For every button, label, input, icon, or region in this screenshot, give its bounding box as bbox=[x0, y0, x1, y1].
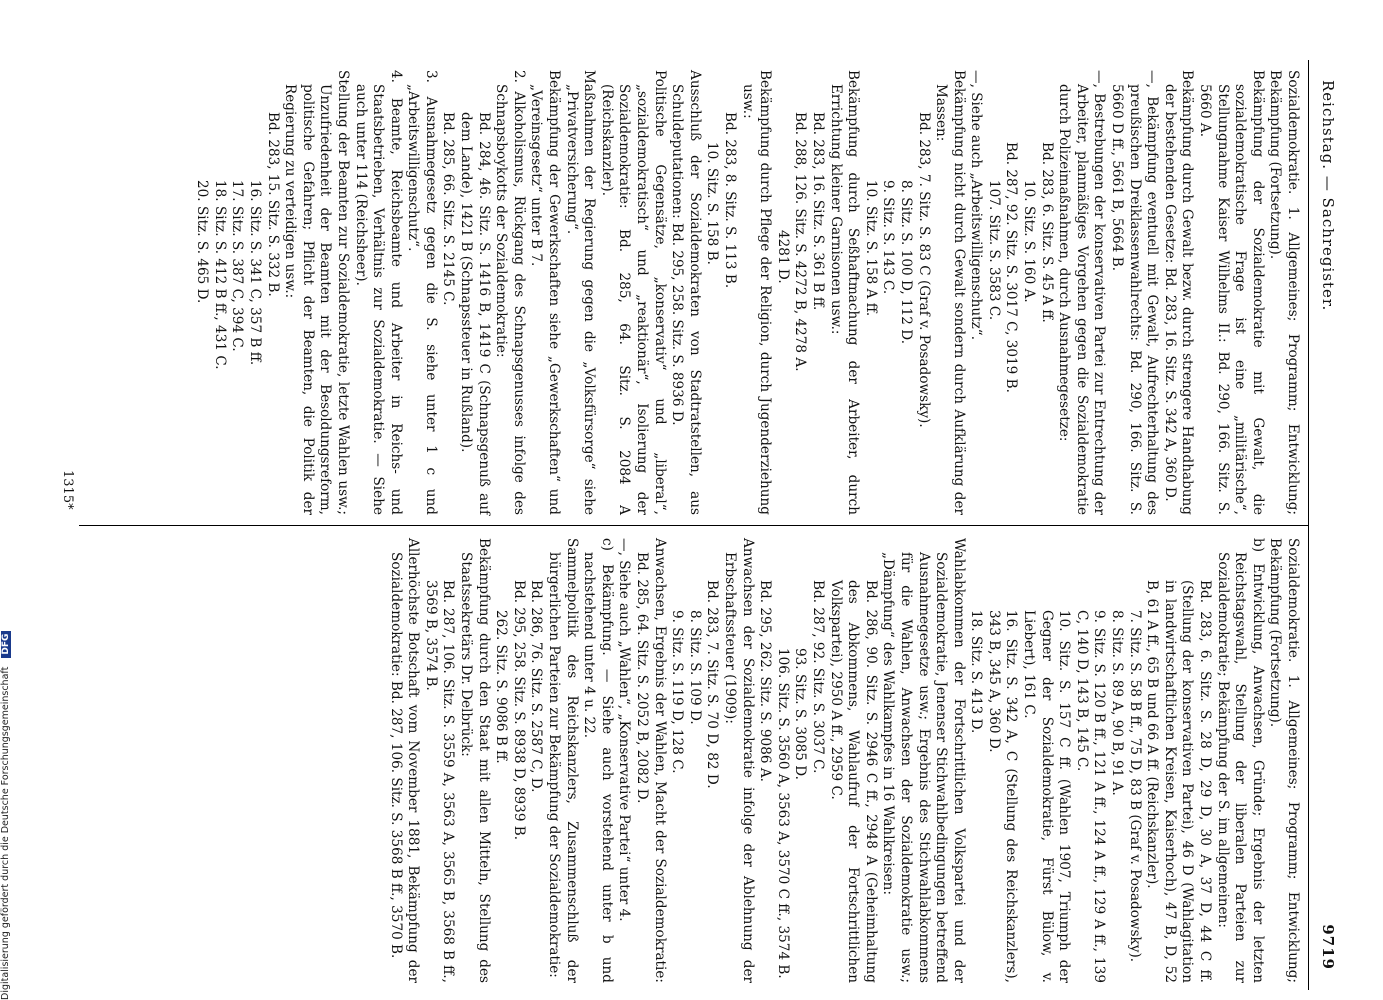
entry-ref: 106. Sitz. S. 3560 A, 3563 A, 3570 C ff., 3574 B. bbox=[774, 648, 791, 979]
entry-section: 4. Beamte, Reichsbeamte und Arbeiter in Reichs- und Staatsbetrieben, Verhältnis zur Sozialdemokratie. — Siehe auch unter 114 (Reichsheer). bbox=[352, 70, 404, 515]
entry-ref: Bd. 286, 90. Sitz. S. 2946 C ff., 2948 A (Geheimhaltung des Abkommens, Wahlaufruf der Fortschrittlichen Volkspartei), 2950 A ff., 2959 C. bbox=[827, 580, 879, 983]
document-page bbox=[47, 60, 1337, 990]
entry-ref: Bd. 287, 92. Sitz. S. 3037 C. bbox=[809, 580, 826, 774]
entry: Allerhöchste Botschaft vom November 1881, Bekämpfung der Sozialdemokratie: Bd. 287, 106. Sitz. S. 3568 B ff., 3570 B. bbox=[387, 538, 422, 983]
entry-ref: 107. Sitz. S. 3583 C. bbox=[985, 180, 1002, 321]
digitization-text: Digitalisierung gefördert durch die Deutsche Forschungsgemeinschaft bbox=[0, 666, 11, 1000]
entry: Anwachsen, Ergebnis der Wahlen, Macht der Sozialdemokratie: Bd. 285, 64. Sitz. S. 2052 B, 2082 D. bbox=[634, 538, 668, 983]
entry-section: 3. Ausnahmegesetz gegen die S. siehe unter 1 c und „Arbeitswilligenschutz“. bbox=[405, 70, 439, 515]
entry-ref: 9. Sitz. S. 120 B ff., 121 A ff., 124 A ff., 129 A ff., 139 C, 140 D, 143 B, 145 C. bbox=[1073, 610, 1108, 983]
column-left bbox=[193, 70, 1301, 515]
entry-ref: Bd. 283, 16. Sitz. S. 361 B ff. bbox=[809, 112, 826, 311]
entry: Bekämpfung der Gewerkschaften siehe „Gewerkschaften“ und „Vereinsgesetz“ unter B 7. bbox=[528, 70, 563, 515]
entry-ref: Bd. 285, 66. Sitz. S. 2145 C. bbox=[440, 112, 457, 306]
entry: Bekämpfung durch den Staat mit allen Mitteln, Stellung des Staatssekretärs Dr. Delbrück: bbox=[458, 538, 492, 983]
entry: Bekämpfung durch Pflege der Religion, durch Jugenderziehung usw.: bbox=[739, 70, 774, 515]
entry-ref: 18. Sitz. S. 413 D. bbox=[968, 610, 985, 734]
entry-ref: 7. Sitz. S. 58 B ff., 75 D, 83 B (Graf v. Posadowsky). bbox=[1126, 610, 1143, 963]
entry: Stellung der Beamten zur Sozialdemokratie, letzte Wahlen usw.; Unzufriedenheit der Beamten mit der Besoldungsreform, politische Gefahren; Pflicht der Beamten, die Politik der Regierung zu verteidigen usw.: bbox=[282, 70, 351, 515]
entry-ref: 10. Sitz. S. 158 A ff. bbox=[862, 180, 879, 317]
entry-ref: 10. Sitz. S. 157 C ff. (Wahlen 1907, Triumph der Gegner der Sozialdemokratie, Fürst Bülow, v. Liebert), 161 C. bbox=[1021, 610, 1073, 983]
entry: Ausschluß der Sozialdemokraten von Stadtratstellen, aus Schuldeputationen: Bd. 295, 258. Sitz. S. 8936 D. bbox=[669, 70, 703, 515]
entry-ref: Bd. 283, 15. Sitz. S. 332 B. bbox=[264, 112, 281, 297]
entry-ref: 262. Sitz. S. 9086 B ff. bbox=[493, 610, 510, 764]
entry-ref: 9. Sitz. S. 119 D, 128 C. bbox=[669, 610, 686, 774]
entry: Sammelpolitik des Reichskanzlers, Zusammenschluß der bürgerlichen Parteien zur Bekämpfung der Sozialdemokratie: bbox=[546, 538, 580, 983]
entry-ref: Bd. 295, 258. Sitz. S. 8938 D, 8939 B. bbox=[510, 580, 527, 841]
entry: Wahlabkommen der Fortschrittlichen Volkspartei und der Sozialdemokratie, Jenenser Stichwahlbedingungen betreffend Ausnahmegesetze usw.; Ergebnis des Stichwahlabkommens für die Wahlen, Anwachsen der Sozialdemokratie usw.; „Dämpfung“ des Wahlkampfes in 16 Wahlkreisen: bbox=[880, 538, 967, 983]
entry-ref: 8. Sitz. S. 89 A, 90 B, 91 A. bbox=[1109, 610, 1126, 796]
entry-heading: Sozialdemokratie. 1. Allgemeines; Programm; Entwicklung; Bekämpfung (Fortsetzung). bbox=[1267, 538, 1301, 983]
entry-ref: Bd. 283, 7. Sitz. S. 70 D, 82 D. bbox=[704, 580, 721, 789]
entry-ref: 9. Sitz. S. 143 C. bbox=[880, 180, 897, 295]
entry-ref: 8. Sitz. S. 109 D. bbox=[686, 610, 703, 725]
entry-ref: Bd. 286, 76. Sitz. S. 2587 C, D. bbox=[528, 580, 545, 793]
entry-ref: 17. Sitz. S. 387 C, 394 C. bbox=[229, 180, 246, 352]
entry: Bekämpfung durch Gewalt bezw. durch strengere Handhabung der bestehenden Gesetze: Bd. 283, 16. Sitz. S. 342 A, 360 D. bbox=[1161, 70, 1196, 515]
entry-ref: Bd. 287, 106. Sitz. S. 3559 A, 3563 A, 3565 B, 3568 B ff., 3569 B, 3574 B. bbox=[422, 580, 457, 983]
entry-ref: 93. Sitz. S. 3085 D. bbox=[792, 648, 809, 780]
entry-ref: 16. Sitz. S. 342 A, C (Stellung des Reichskanzlers), 343 B, 345 A, 360 D. bbox=[985, 610, 1020, 983]
column-right bbox=[386, 538, 1301, 983]
entry-ref: Bd. 295, 262. Sitz. S. 9086 A. bbox=[757, 580, 774, 782]
page-header-title: Reichstag. — Sachregister. bbox=[1319, 80, 1337, 312]
dfg-logo: DFG bbox=[1, 631, 11, 658]
entry-ref: Bd. 283, 6. Sitz. S. 45 A ff. bbox=[1038, 142, 1055, 323]
entry: Bekämpfung der Sozialdemokratie mit Gewalt, die sozialdemokratische Frage ist eine „militärische“, Stellungnahme Kaiser Wilhelms II.: Bd. 290, 166. Sitz. S. 5660 A. bbox=[1197, 70, 1266, 515]
entry-ref: 4281 D. bbox=[774, 230, 791, 284]
entry-ref: 20. Sitz. S. 465 D. bbox=[194, 180, 211, 304]
entry: Politische Gegensätze, „konservativ“ und „liberal“, „sozialdemokratisch“ und „reaktionär“, Isolierung der Sozialdemokratie: Bd. 285, 64. Sitz. S. 2084 A (Reichskanzler). bbox=[598, 70, 668, 515]
column-divider bbox=[79, 525, 1309, 526]
entry-ref: 8. Sitz. S. 100 D, 112 D. bbox=[897, 180, 914, 345]
entry-ref: Bd. 288, 126. Sitz. S. 4272 B, 4278 A. bbox=[792, 112, 809, 372]
digitization-note bbox=[0, 0, 11, 1000]
entry-section: c) Bekämpfung. — Siehe auch vorstehend unter b und nachstehend unter 4 u. 22. bbox=[581, 538, 615, 983]
entry-ref: 10. Sitz. S. 160 A. bbox=[1021, 180, 1038, 303]
entry-ref: 18. Sitz. S. 412 B ff., 431 C. bbox=[211, 180, 228, 370]
entry: —, Siehe auch „Arbeitswilligenschutz“. bbox=[968, 70, 985, 341]
entry: —, Siehe auch „Wahlen“, „Konservative Partei“ unter 4. bbox=[616, 538, 633, 922]
entry: Bekämpfung durch Seßhaftmachung der Arbeiter, durch Errichtung kleiner Garnisonen usw.: bbox=[827, 70, 862, 515]
entry: Anwachsen der Sozialdemokratie infolge der Ablehnung der Erbschaftssteuer (1909): bbox=[722, 538, 756, 983]
entry-ref: Bd. 283, 6. Sitz. S. 28 D, 29 D, 30 A, 37 D, 44 C ff. (Stellung der konservativen Partei), 46 D (Wahlagitation in landwirtschaftlichen Kreisen, Kaiserhoch), 47 B, D, 52 B, 61 A ff., 65 B und 66 A ff. (Reichskanzler). bbox=[1144, 580, 1214, 983]
entry-ref: Bd. 287, 92. Sitz. S. 3017 C, 3019 B. bbox=[1003, 142, 1020, 393]
entry-ref: 16. Sitz. S. 341 C, 357 B ff. bbox=[246, 180, 263, 366]
entry: —, Bekämpfung eventuell mit Gewalt, Aufrechterhaltung des preußischen Dreiklassenwahlrechts: Bd. 290, 166. Sitz. S. 5660 D ff., 5661 B, 5664 B. bbox=[1109, 70, 1161, 515]
running-head bbox=[1313, 80, 1337, 970]
entry: Maßnahmen der Regierung gegen die „Volksfürsorge“ siehe „Privatversicherung“. bbox=[563, 70, 598, 515]
entry-section: b) Entwicklung, Anwachsen, Gründe; Ergebnis der letzten Reichstagswahl, Stellung der liberalen Parteien zur Sozialdemokratie; Bekämpfung der S. im allgemeinen: bbox=[1214, 538, 1266, 983]
entry-ref: Bd. 283, 7. Sitz. S. 83 C (Graf v. Posadowsky). bbox=[915, 112, 932, 428]
entry-ref: Bd. 284, 46. Sitz. S. 1416 B, 1419 C (Schnapsgenuß auf dem Lande), 1421 B (Schnapssteuer in Rußland). bbox=[458, 112, 492, 515]
entry-ref: 10. Sitz. S. 158 B. bbox=[704, 142, 721, 265]
entry-ref: Bd. 283, 8. Sitz. S. 113 B. bbox=[722, 112, 738, 289]
page-number: 9719 bbox=[1319, 924, 1337, 970]
entry-heading: Sozialdemokratie. 1. Allgemeines; Programm; Entwicklung; Bekämpfung (Fortsetzung). bbox=[1267, 70, 1301, 515]
entry-section: 2. Alkoholismus, Rückgang des Schnapsgenusses infolge des Schnapsboykotts der Sozialdemokratie: bbox=[493, 70, 527, 515]
entry: —, Bestrebungen der konservativen Partei zur Entrechtung der Arbeiter, planmäßiges Vorgehen gegen die Sozialdemokratie durch Polizeimaßnahmen, durch Ausnahmegesetze: bbox=[1056, 70, 1108, 515]
page-mark: 1315* bbox=[60, 470, 75, 510]
entry: Bekämpfung nicht durch Gewalt sondern durch Aufklärung der Massen: bbox=[933, 70, 967, 515]
